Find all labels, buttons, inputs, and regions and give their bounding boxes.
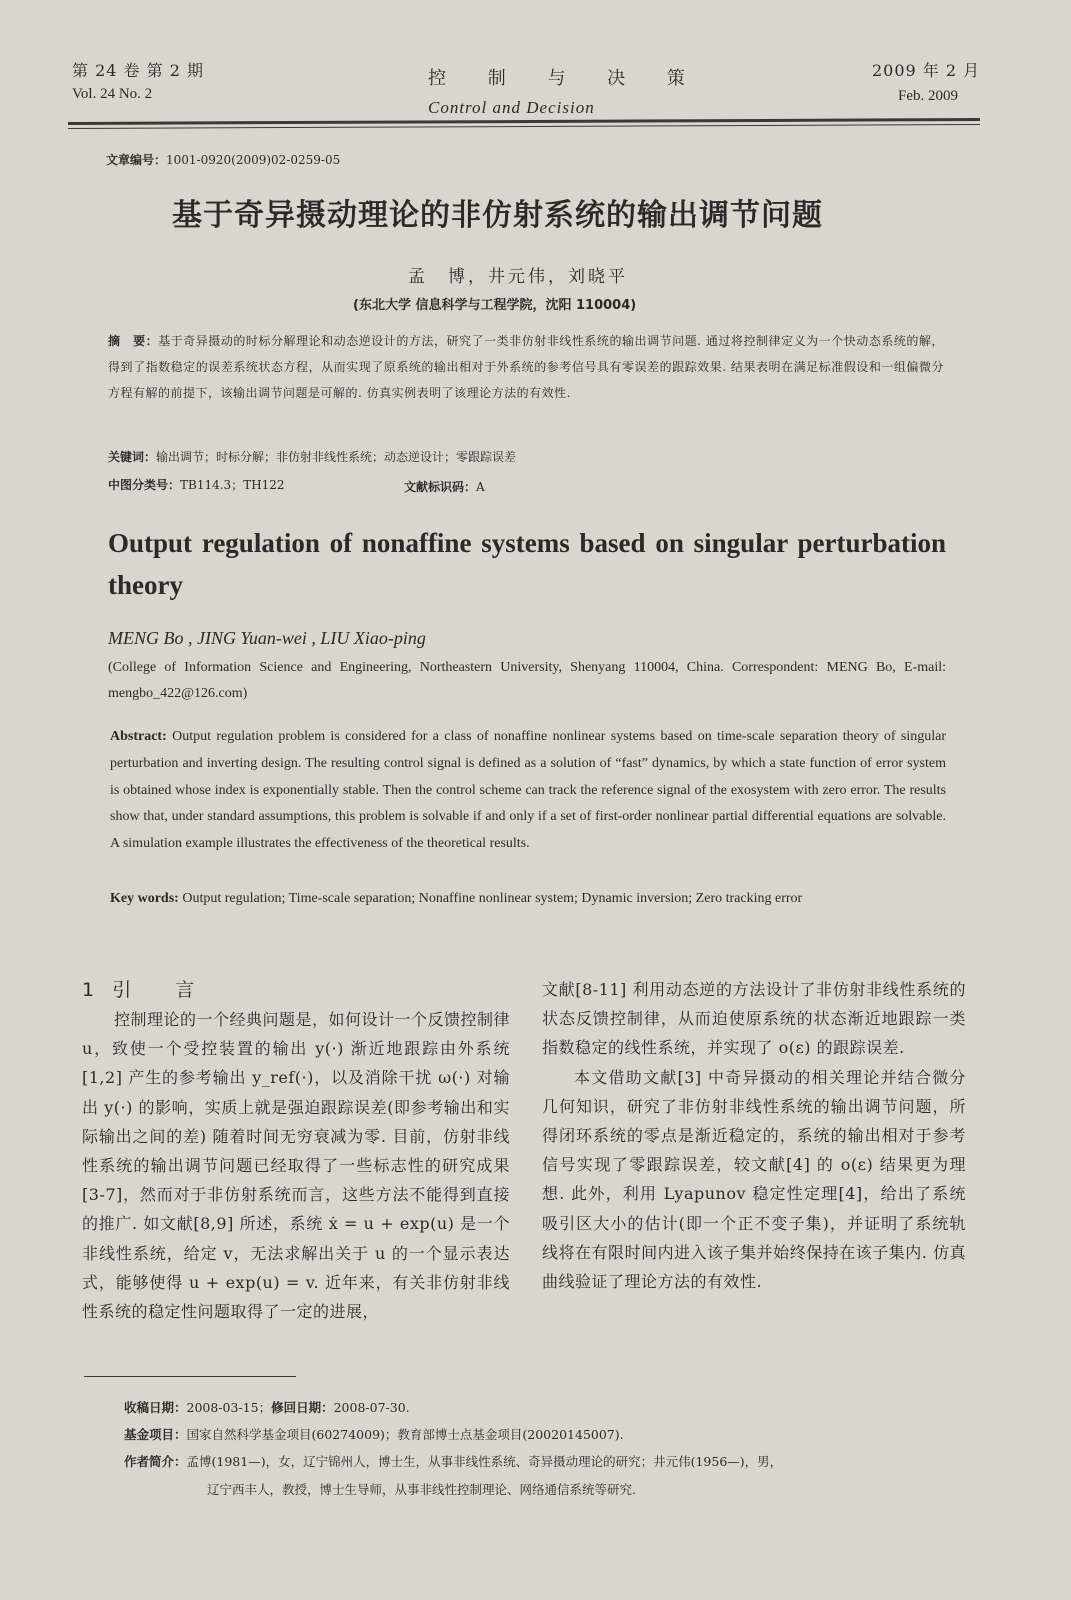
header-rule-thin (68, 124, 980, 129)
affiliation-cn: (东北大学 信息科学与工程学院，沈阳 110004) (353, 298, 637, 313)
volume-issue-cn: 第 24 卷 第 2 期 (72, 61, 204, 80)
section-number: 1 (82, 979, 97, 1001)
article-number (106, 151, 340, 168)
footnote-rule (84, 1376, 296, 1377)
footnote-fund (124, 1421, 624, 1448)
title-en: Output regulation of nonaffine systems based on singular perturbation theory (108, 528, 946, 600)
body-right-column (542, 975, 966, 1296)
keywords-en-label: Key words: (110, 891, 179, 906)
article-number-label: 文章编号： (106, 153, 167, 167)
revised-date: 2008-07-30. (333, 1400, 410, 1415)
keywords-en-text: Output regulation; Time-scale separation; Nonaffine nonlinear system; Dynamic inversion; Zero tracking error (178, 891, 803, 906)
bio-line-1: 孟博(1981—)，女，辽宁锦州人，博士生，从事非线性系统、奇异摄动理论的研究；井元伟(1956—)，男， (186, 1454, 783, 1469)
authors-cn: 孟 博，井元伟，刘晓平 (408, 267, 628, 287)
issue-date-en: Feb. 2009 (898, 88, 958, 104)
keywords-cn (108, 448, 516, 465)
keywords-en (110, 886, 946, 913)
section-title: 引 言 (112, 979, 197, 1001)
abstract-en (110, 724, 946, 858)
footnote-bio (124, 1448, 782, 1475)
document-code-value: A (476, 480, 485, 494)
revised-label: 修回日期： (271, 1400, 334, 1415)
document-code (404, 478, 485, 495)
received-label: 收稿日期： (124, 1400, 187, 1415)
journal-name-cn: 控 制 与 决 策 (428, 68, 703, 89)
title-cn: 基于奇异摄动理论的非仿射系统的输出调节问题 (172, 198, 823, 233)
intro-paragraph-3: 本文借助文献[3] 中奇异摄动的相关理论并结合微分几何知识，研究了非仿射非线性系统的输出调节问题，所得闭环系统的零点是渐近稳定的，系统的输出相对于参考信号实现了零跟踪误差，较文献[4] 的 o(ε) 结果更为理想. 此外，利用 Lyapunov 稳定性定理[4]，给出了系统吸引区大小的估计(即一个正不变子集)，并证明了系统轨线将在有限时间内进入该子集并始终保持在该子集内. 仿真曲线验证了理论方法的有效性. (542, 1067, 966, 1292)
volume-issue-en: Vol. 24 No. 2 (72, 86, 153, 102)
classification-number (108, 476, 285, 493)
bio-label: 作者简介： (124, 1454, 187, 1469)
received-date: 2008-03-15； (186, 1400, 272, 1415)
journal-name-en: Control and Decision (428, 98, 595, 117)
affiliation-en: (College of Information Science and Engineering, Northeastern University, Shenyang 110004, China. Correspondent: MENG Bo, E-mail: mengbo_422@126.com) (108, 660, 946, 701)
abstract-cn-text: 基于奇异摄动的时标分解理论和动态逆设计的方法，研究了一类非仿射非线性系统的输出调节问题. 通过将控制律定义为一个快动态系统的解，得到了指数稳定的误差系统状态方程，从而实现了原系统的输出相对于外系统的参考信号具有零误差的跟踪效果. 结果表明在满足标准假设和一组偏微分方程有解的前提下，该输出调节问题是可解的. 仿真实例表明了该理论方法的有效性. (108, 334, 944, 400)
section-heading (82, 975, 196, 1002)
abstract-en-text: Output regulation problem is considered for a class of nonaffine nonlinear systems based on time-scale separation theory of singular perturbation and inverting design. The resulting control signal is defined as a solution of “fast” dynamics, by which a state function of error system is obtained whose index is exponentially stable. Then the control scheme can track the reference signal of the exosystem with zero error. The results show that, under standard assumptions, this problem is solvable if and only if a set of first-order nonlinear partial differential equations are solvable. A simulation example illustrates the effectiveness of the theoretical results. (110, 729, 946, 852)
document-code-label: 文献标识码： (404, 480, 477, 494)
abstract-cn (108, 328, 944, 406)
fund-label: 基金项目： (124, 1427, 187, 1442)
classification-label: 中图分类号： (108, 478, 181, 492)
fund-text: 国家自然科学基金项目(60274009)；教育部博士点基金项目(20020145007). (186, 1427, 624, 1442)
article-number-value: 1001-0920(2009)02-0259-05 (166, 153, 341, 167)
classification-value: TB114.3；TH122 (180, 478, 285, 492)
abstract-en-label: Abstract: (110, 729, 167, 744)
keywords-cn-label: 关键词： (108, 450, 157, 464)
bio-line-2: 辽宁西丰人，教授，博士生导师，从事非线性控制理论、网络通信系统等研究. (207, 1482, 636, 1497)
intro-paragraph-1: 控制理论的一个经典问题是，如何设计一个反馈控制律 u，致使一个受控装置的输出 y(·) 渐近地跟踪由外系统[1,2] 产生的参考输出 y_ref(·)，以及消除干扰 ω(·) 对输出 y(·) 的影响，实质上就是强迫跟踪误差(即参考输出和实际输出之间的差) 随着时间无穷衰减为零. 目前，仿射非线性系统的输出调节问题已经取得了一些标志性的研究成果[3-7]，然而对于非仿射系统而言，这些方法不能得到直接的推广. 如文献[8,9] 所述，系统 ẋ = u + exp(u) 是一个非线性系统，给定 v，无法求解出关于 u 的一个显示表达式，能够使得 u + exp(u) = v. 近年来，有关非仿射非线性系统的稳定性问题取得了一定的进展， (82, 1010, 511, 1322)
abstract-cn-label: 摘 要： (108, 334, 159, 348)
issue-date-cn: 2009 年 2 月 (872, 61, 981, 80)
keywords-cn-text: 输出调节；时标分解；非仿射非线性系统；动态逆设计；零跟踪误差 (156, 450, 517, 464)
authors-en: MENG Bo , JING Yuan-wei , LIU Xiao-ping (108, 628, 426, 648)
body-left-column (82, 1005, 510, 1326)
intro-paragraph-2: 文献[8-11] 利用动态逆的方法设计了非仿射非线性系统的状态反馈控制律，从而迫使原系统的状态渐近地跟踪一类指数稳定的线性系统，并实现了 o(ε) 的跟踪误差. (542, 980, 966, 1058)
footnote-dates (124, 1394, 410, 1421)
